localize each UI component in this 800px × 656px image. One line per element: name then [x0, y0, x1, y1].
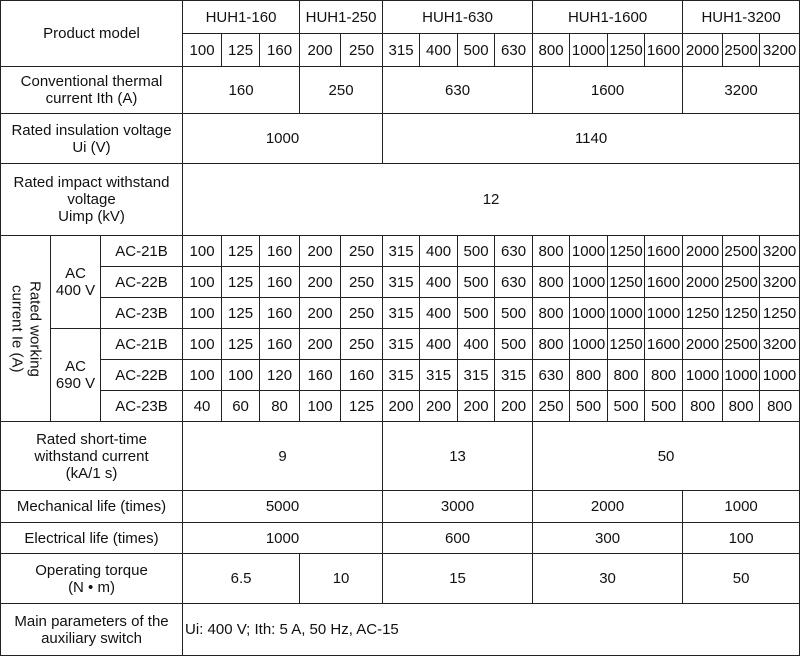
row-label: Electrical life (times): [1, 523, 183, 554]
row-label: Main parameters of the auxiliary switch: [1, 604, 183, 656]
value-cell: 800: [760, 391, 800, 422]
value-cell: 100: [183, 267, 222, 298]
value-cell: 3200: [760, 236, 800, 267]
working-current-row: [1, 236, 800, 267]
value-cell: 1140: [383, 114, 800, 164]
thermal-current-row: [1, 67, 800, 114]
value-cell: 1000: [645, 298, 683, 329]
value-cell: 200: [300, 267, 341, 298]
value-cell: 160: [260, 267, 300, 298]
value-cell: 100: [183, 329, 222, 360]
value-cell: 1000: [570, 298, 608, 329]
value-cell: 13: [383, 422, 533, 491]
value-cell: 200: [300, 329, 341, 360]
rating-header: 100: [183, 34, 222, 67]
row-label: Rated short-time withstand current (kA/1 s): [1, 422, 183, 491]
working-current-section: [1, 236, 800, 422]
value-cell: 630: [383, 67, 533, 114]
value-cell: 250: [341, 329, 383, 360]
value-cell: 1250: [760, 298, 800, 329]
insulation-voltage-row: [1, 114, 800, 164]
value-cell: 50: [683, 554, 800, 604]
voltage-label: AC 400 V: [51, 236, 101, 329]
value-cell: 800: [570, 360, 608, 391]
category-label: AC-22B: [101, 360, 183, 391]
value-cell: 160: [260, 329, 300, 360]
value-cell: 2000: [533, 491, 683, 523]
mechanical-life-row: [1, 491, 800, 523]
value-cell: 80: [260, 391, 300, 422]
value-cell: 500: [495, 329, 533, 360]
voltage-label: AC 690 V: [51, 329, 101, 422]
rating-header: 400: [420, 34, 458, 67]
value-cell: 1000: [570, 329, 608, 360]
value-cell: 3200: [760, 267, 800, 298]
value-cell: 30: [533, 554, 683, 604]
value-cell: 1000: [570, 236, 608, 267]
value-cell: 500: [458, 298, 495, 329]
value-cell: 100: [222, 360, 260, 391]
value-cell: 250: [341, 236, 383, 267]
value-cell: 3200: [683, 67, 800, 114]
value-cell: 1000: [723, 360, 760, 391]
value-cell: 1600: [645, 267, 683, 298]
value-cell: 315: [383, 298, 420, 329]
value-cell: 100: [683, 523, 800, 554]
value-cell: 315: [495, 360, 533, 391]
value-cell: 400: [420, 236, 458, 267]
value-cell: 500: [608, 391, 645, 422]
value-cell: 315: [420, 360, 458, 391]
value-cell: 1600: [533, 67, 683, 114]
value-cell: 250: [341, 298, 383, 329]
value-cell: 500: [458, 236, 495, 267]
value-cell: 125: [222, 236, 260, 267]
working-current-row: [1, 391, 800, 422]
electrical-life-row: [1, 523, 800, 554]
operating-torque-row: [1, 554, 800, 604]
value-cell: 1000: [683, 491, 800, 523]
value-cell: 300: [533, 523, 683, 554]
value-cell: 100: [300, 391, 341, 422]
category-label: AC-23B: [101, 298, 183, 329]
rating-header: 1600: [645, 34, 683, 67]
value-cell: 630: [495, 236, 533, 267]
value-cell: 100: [183, 360, 222, 391]
product-model-label: Product model: [1, 1, 183, 67]
value-cell: 800: [533, 298, 570, 329]
auxiliary-switch-row: [1, 604, 800, 656]
category-label: AC-21B: [101, 236, 183, 267]
rating-header: 125: [222, 34, 260, 67]
value-cell: 1000: [183, 114, 383, 164]
value-cell: 800: [533, 329, 570, 360]
value-cell: 3000: [383, 491, 533, 523]
value-cell: 200: [383, 391, 420, 422]
value-cell: 200: [300, 236, 341, 267]
value-cell: 630: [533, 360, 570, 391]
value-cell: 6.5: [183, 554, 300, 604]
category-label: AC-23B: [101, 391, 183, 422]
value-cell: 2500: [723, 267, 760, 298]
model-header: HUH1-1600: [533, 1, 683, 34]
value-cell: 12: [183, 164, 800, 236]
value-cell: 125: [222, 329, 260, 360]
value-cell: 160: [300, 360, 341, 391]
value-cell: 15: [383, 554, 533, 604]
value-cell: 1000: [683, 360, 723, 391]
value-cell: 200: [495, 391, 533, 422]
row-label: Rated insulation voltage Ui (V): [1, 114, 183, 164]
value-cell: 1000: [760, 360, 800, 391]
value-cell: 800: [645, 360, 683, 391]
value-cell: 1600: [645, 329, 683, 360]
model-header: HUH1-630: [383, 1, 533, 34]
value-cell: 1250: [608, 236, 645, 267]
row-label: Rated impact withstand voltage Uimp (kV): [1, 164, 183, 236]
value-cell: 800: [683, 391, 723, 422]
rating-header: 800: [533, 34, 570, 67]
rating-header: 160: [260, 34, 300, 67]
value-cell: 400: [458, 329, 495, 360]
row-label: Mechanical life (times): [1, 491, 183, 523]
value-cell: 2500: [723, 329, 760, 360]
value-cell: 500: [645, 391, 683, 422]
value-cell: 1250: [608, 329, 645, 360]
value-cell: 600: [383, 523, 533, 554]
value-cell: 2000: [683, 267, 723, 298]
value-cell: 60: [222, 391, 260, 422]
row-label: Conventional thermal current Ith (A): [1, 67, 183, 114]
value-cell: 125: [222, 267, 260, 298]
value-cell: 1600: [645, 236, 683, 267]
rating-header: 315: [383, 34, 420, 67]
working-current-row: [1, 360, 800, 391]
model-header: HUH1-3200: [683, 1, 800, 34]
value-cell: 800: [533, 267, 570, 298]
value-cell: 400: [420, 298, 458, 329]
row-label: Operating torque (N • m): [1, 554, 183, 604]
working-current-row: [1, 329, 800, 360]
rating-header: 2000: [683, 34, 723, 67]
value-cell: 2000: [683, 329, 723, 360]
category-label: AC-21B: [101, 329, 183, 360]
impact-voltage-row: [1, 164, 800, 236]
value-cell: 250: [300, 67, 383, 114]
value-cell: 1000: [183, 523, 383, 554]
rating-header: 630: [495, 34, 533, 67]
rating-header: 3200: [760, 34, 800, 67]
value-cell: 630: [495, 267, 533, 298]
value-cell: 400: [420, 267, 458, 298]
value-cell: 160: [260, 298, 300, 329]
model-header: HUH1-250: [300, 1, 383, 34]
value-cell: 125: [222, 298, 260, 329]
value-cell: 40: [183, 391, 222, 422]
value-cell: 200: [458, 391, 495, 422]
category-label: AC-22B: [101, 267, 183, 298]
model-header: HUH1-160: [183, 1, 300, 34]
value-cell: 200: [300, 298, 341, 329]
value-cell: 100: [183, 236, 222, 267]
value-cell: 500: [458, 267, 495, 298]
value-cell: 315: [383, 360, 420, 391]
value-cell: 250: [341, 267, 383, 298]
short-time-current-row: [1, 422, 800, 491]
value-cell: 200: [420, 391, 458, 422]
working-current-label: Rated working current Ie (A): [1, 236, 51, 422]
value-cell: 800: [723, 391, 760, 422]
value-cell: 2000: [683, 236, 723, 267]
value-cell: 1250: [683, 298, 723, 329]
value-cell: 5000: [183, 491, 383, 523]
value-cell: 500: [570, 391, 608, 422]
header-row-models: [1, 1, 800, 34]
value-cell: 160: [260, 236, 300, 267]
value-cell: 500: [495, 298, 533, 329]
value-cell: 1250: [723, 298, 760, 329]
value-cell: 120: [260, 360, 300, 391]
value-cell: 100: [183, 298, 222, 329]
value-cell: 2500: [723, 236, 760, 267]
rating-header: 1000: [570, 34, 608, 67]
value-cell: 400: [420, 329, 458, 360]
value-cell: 315: [383, 236, 420, 267]
value-cell: 125: [341, 391, 383, 422]
working-current-row: [1, 298, 800, 329]
value-cell: 800: [533, 236, 570, 267]
rating-header: 1250: [608, 34, 645, 67]
rating-header: 250: [341, 34, 383, 67]
value-cell: 160: [341, 360, 383, 391]
value-cell: 250: [533, 391, 570, 422]
value-cell: 1000: [570, 267, 608, 298]
value-cell: 315: [383, 329, 420, 360]
value-cell: 3200: [760, 329, 800, 360]
working-current-row: [1, 267, 800, 298]
value-cell: Ui: 400 V; Ith: 5 A, 50 Hz, AC-15: [183, 604, 800, 656]
value-cell: 315: [383, 267, 420, 298]
value-cell: 10: [300, 554, 383, 604]
value-cell: 315: [458, 360, 495, 391]
value-cell: 9: [183, 422, 383, 491]
value-cell: 160: [183, 67, 300, 114]
value-cell: 50: [533, 422, 800, 491]
value-cell: 800: [608, 360, 645, 391]
rating-header: 200: [300, 34, 341, 67]
rating-header: 500: [458, 34, 495, 67]
rating-header: 2500: [723, 34, 760, 67]
value-cell: 1250: [608, 267, 645, 298]
value-cell: 1000: [608, 298, 645, 329]
